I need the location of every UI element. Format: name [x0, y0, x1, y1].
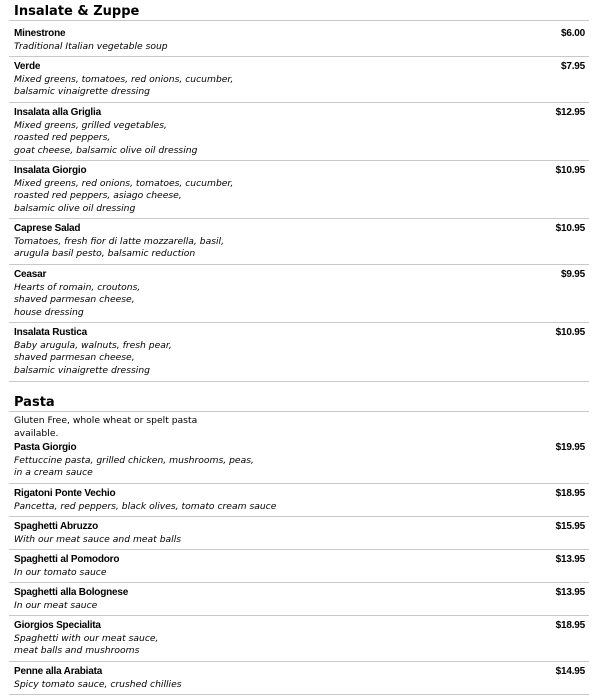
item-description: Spaghetti with our meat sauce, meat balls and mushrooms	[14, 632, 159, 657]
item-divider	[9, 102, 589, 103]
item-price: $14.95	[555, 666, 585, 677]
menu-item-pasta-giorgio	[14, 442, 589, 480]
item-price: $6.00	[560, 28, 585, 39]
item-price: $10.95	[555, 223, 585, 234]
menu-item-giorgios-specialita	[14, 620, 589, 658]
section-divider	[9, 20, 589, 21]
item-description: In our meat sauce	[14, 599, 98, 611]
pasta-note: Gluten Free, whole wheat or spelt pasta available.	[14, 415, 198, 439]
item-price: $12.95	[555, 107, 585, 118]
item-price: $18.95	[555, 488, 585, 499]
menu-item-caprese-salad	[14, 223, 589, 261]
item-name: Insalata alla Griglia	[14, 107, 101, 118]
menu-item-spaghetti-alla-bolognese	[14, 587, 589, 612]
item-description: Tomatoes, fresh fior di latte mozzarella, basil, arugula basil pesto, balsamic reduction	[14, 235, 225, 260]
menu-item-insalata-rustica	[14, 327, 589, 378]
item-description: Spicy tomato sauce, crushed chillies	[14, 678, 182, 690]
item-description: Traditional Italian vegetable soup	[14, 40, 168, 52]
item-divider	[9, 160, 589, 161]
item-price: $15.95	[555, 521, 585, 532]
item-name: Caprese Salad	[14, 223, 81, 234]
item-price: $10.95	[555, 327, 585, 338]
item-price: $18.95	[555, 620, 585, 631]
item-name: Pasta Giorgio	[14, 442, 77, 453]
item-description: Mixed greens, red onions, tomatoes, cucumber, roasted red peppers, asiago cheese, balsamic olive oil dressing	[14, 177, 234, 215]
menu-item-insalata-alla-griglia	[14, 107, 589, 158]
item-name: Ceasar	[14, 269, 47, 280]
item-divider	[9, 661, 589, 662]
item-name: Minestrone	[14, 28, 66, 39]
item-description: With our meat sauce and meat balls	[14, 533, 182, 545]
item-name: Spaghetti alla Bolognese	[14, 587, 129, 598]
item-name: Insalata Rustica	[14, 327, 87, 338]
item-price: $7.95	[560, 61, 585, 72]
section-title-pasta: Pasta	[14, 395, 55, 410]
item-divider	[9, 549, 589, 550]
menu-item-verde	[14, 61, 589, 99]
item-name: Giorgios Specialita	[14, 620, 101, 631]
item-divider	[9, 516, 589, 517]
item-description: Fettuccine pasta, grilled chicken, mushrooms, peas, in a cream sauce	[14, 454, 254, 479]
item-divider	[9, 483, 589, 484]
item-name: Insalata Giorgio	[14, 165, 87, 176]
item-description: In our tomato sauce	[14, 566, 107, 578]
item-name: Rigatoni Ponte Vechio	[14, 488, 116, 499]
menu-item-rigatoni-ponte-vechio	[14, 488, 589, 513]
item-divider	[9, 615, 589, 616]
item-divider	[9, 322, 589, 323]
item-divider	[9, 218, 589, 219]
item-name: Verde	[14, 61, 41, 72]
menu-item-minestrone	[14, 28, 589, 53]
item-name: Penne alla Arabiata	[14, 666, 103, 677]
item-description: Pancetta, red peppers, black olives, tomato cream sauce	[14, 500, 277, 512]
menu-item-penne-alla-arabiata	[14, 666, 589, 691]
item-price: $9.95	[560, 269, 585, 280]
item-description: Mixed greens, tomatoes, red onions, cucumber, balsamic vinaigrette dressing	[14, 73, 234, 98]
item-name: Spaghetti al Pomodoro	[14, 554, 120, 565]
menu-item-ceasar	[14, 269, 589, 320]
item-divider	[9, 56, 589, 57]
item-price: $10.95	[555, 165, 585, 176]
section-divider	[9, 411, 589, 412]
item-price: $19.95	[555, 442, 585, 453]
item-description: Hearts of romain, croutons, shaved parmesan cheese, house dressing	[14, 281, 141, 319]
menu-item-spaghetti-al-pomodoro	[14, 554, 589, 579]
item-price: $13.95	[555, 554, 585, 565]
item-description: Mixed greens, grilled vegetables, roasted red peppers, goat cheese, balsamic olive oil dressing	[14, 119, 198, 157]
item-divider	[9, 694, 589, 695]
section-title-insalate-zuppe: Insalate & Zuppe	[14, 4, 140, 19]
item-divider	[9, 381, 589, 382]
item-divider	[9, 264, 589, 265]
item-description: Baby arugula, walnuts, fresh pear, shaved parmesan cheese, balsamic vinaigrette dressing	[14, 339, 172, 377]
item-name: Spaghetti Abruzzo	[14, 521, 99, 532]
item-divider	[9, 582, 589, 583]
item-price: $13.95	[555, 587, 585, 598]
menu-item-insalata-giorgio	[14, 165, 589, 216]
menu-item-spaghetti-abruzzo	[14, 521, 589, 546]
